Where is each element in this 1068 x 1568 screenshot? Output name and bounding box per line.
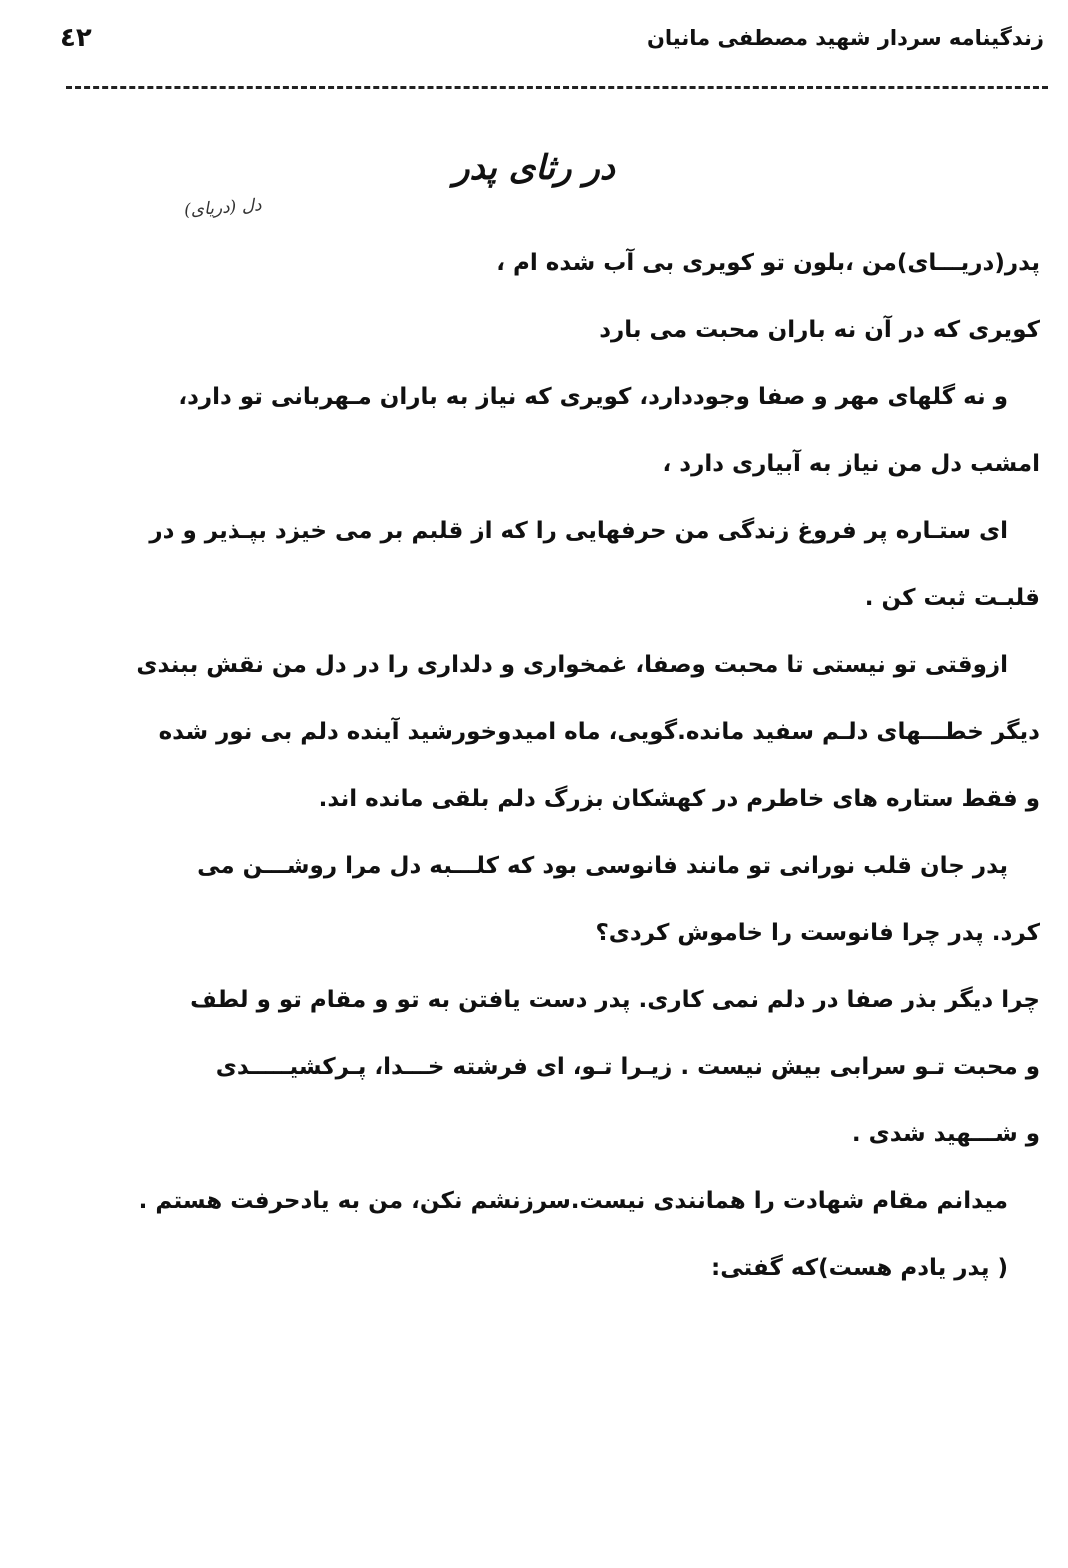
text-line: ( پدر یادم هست)که گفتی: bbox=[711, 1255, 1008, 1281]
text-line: و شـــهید شدی . bbox=[851, 1121, 1040, 1147]
text-line: چرا دیگر بذر صفا در دلم نمی کاری. پدر دست یافتن به تو و مقام تو و لطف bbox=[190, 987, 1040, 1013]
running-title: زندگینامه سردار شهید مصطفی مانیان bbox=[647, 26, 1044, 50]
handwritten-annotation: دل (دریای) bbox=[183, 195, 263, 221]
text-line: دیگر خطـــهای دلـم سفید مانده.گویی، ماه امیدوخورشید آینده دلم بی نور شده bbox=[158, 719, 1040, 745]
text-line: پدر جان قلب نورانی تو مانند فانوسی بود که کلـــبه دل مرا روشـــن می bbox=[197, 853, 1008, 879]
page-header bbox=[60, 18, 1044, 58]
text-line: و فقط ستاره های خاطرم در کهشکان بزرگ دلم بلقی مانده اند. bbox=[318, 786, 1040, 812]
text-line: میدانم مقام شهادت را همانندی نیست.سرزنشم نکن، من به یادحرفت هستم . bbox=[138, 1188, 1008, 1214]
text-line: و نه گلهای مهر و صفا وجوددارد، کویری که نیاز به باران مـهربانی تو دارد، bbox=[178, 384, 1008, 410]
text-line: ازوقتی تو نیستی تا محبت وصفا، غمخواری و دلداری را در دل من نقش ببندی bbox=[136, 652, 1008, 678]
page-number: ٤٢ bbox=[60, 23, 92, 53]
body-text bbox=[62, 240, 1040, 1292]
text-line: پدر(دریـــای)من ،بلون تو کویری بی آب شده ام ، bbox=[496, 250, 1040, 276]
text-line: کویری که در آن نه باران محبت می بارد bbox=[599, 317, 1040, 343]
header-divider bbox=[66, 86, 1048, 89]
page-title: در رثای پدر bbox=[453, 148, 615, 188]
text-line: امشب دل من نیاز به آبیاری دارد ، bbox=[662, 451, 1040, 477]
text-line: و محبت تـو سرابی بیش نیست . زیـرا تـو، ای فرشته خـــدا، پـرکشیـــــدی bbox=[215, 1054, 1040, 1080]
text-line: کرد. پدر چرا فانوست را خاموش کردی؟ bbox=[595, 920, 1040, 946]
text-line: ای ستـاره پر فروغ زندگی من حرفهایی را که از قلبم بر می خیزد بپـذیر و در bbox=[149, 518, 1008, 544]
text-line: قلبـت ثبت کن . bbox=[864, 585, 1040, 611]
